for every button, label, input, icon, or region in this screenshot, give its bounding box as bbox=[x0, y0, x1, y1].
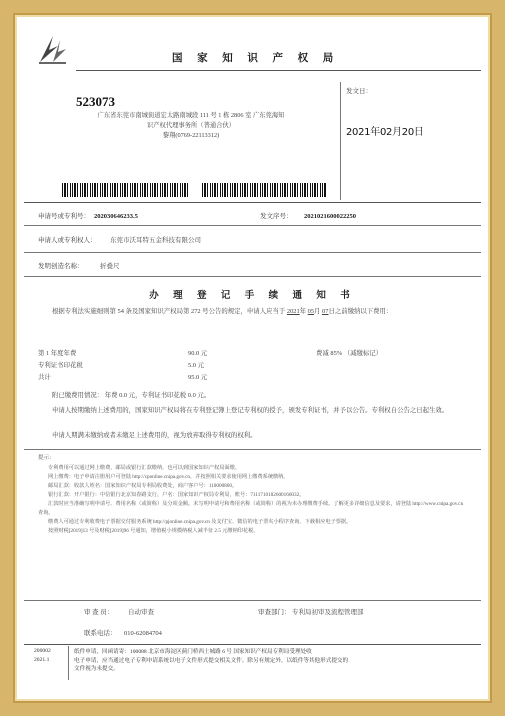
department-label: 审查部门： bbox=[258, 609, 291, 616]
recipient-address bbox=[60, 111, 322, 140]
hint-item: 邮局汇款：收款人姓名：国家知识产权局专利局收费处，商户客户号：110000860。 bbox=[48, 482, 238, 489]
info-divider bbox=[24, 225, 481, 226]
barcode-right bbox=[202, 183, 326, 197]
notice-document bbox=[24, 22, 481, 694]
footer-divider bbox=[24, 644, 481, 645]
deadline-year: 2021 bbox=[286, 308, 300, 315]
send-date-label: 发文日： bbox=[346, 88, 372, 95]
deadline-month: 05 bbox=[307, 308, 315, 315]
address-line-2: 识产权代理事务所（普通合伙） bbox=[146, 121, 236, 129]
serial-no-label: 发文序号： bbox=[260, 213, 293, 220]
applicant-label: 申请人或专利权人： bbox=[38, 237, 97, 244]
form-version: 2021.1 bbox=[34, 657, 50, 663]
department-value: 专利局初审及流程管理部 bbox=[292, 609, 364, 616]
send-date-value: 2021年02月20日 bbox=[346, 127, 424, 138]
cnipa-logo-icon bbox=[36, 32, 70, 66]
phone-value: 010-62084704 bbox=[124, 630, 162, 637]
hint-item: 按照财税[2019]13 号及财税[2019]96 号通知，增值税小规模纳税人减半征 2.5 元缴纳印花税。 bbox=[48, 528, 259, 535]
p1-text: 根据专利法实施细则第 54 条及国家知识产权局第 272 号公告的规定，申请人应当于 bbox=[52, 308, 286, 315]
date-column-divider bbox=[340, 82, 341, 200]
fee-amount: 5.0 元 bbox=[188, 362, 204, 369]
hint-item: 网上缴费：电子申请注册用户可登陆 http://cponline.cnipa.gov.cn，并按照相关要求使用网上缴费系统缴纳。 bbox=[48, 473, 289, 480]
footer-line-1: 纸件申请，回函请寄：100088 北京市海淀区蓟门桥西土城路 6 号 国家知识产权局专利局受理处收 bbox=[74, 649, 312, 655]
hints-divider bbox=[24, 449, 481, 450]
application-no-value: 202030646233.5 bbox=[94, 213, 138, 220]
invention-title-value: 折叠尺 bbox=[100, 263, 120, 270]
fee-amount: 90.0 元 bbox=[188, 350, 208, 357]
info-divider bbox=[24, 276, 481, 277]
footer-notice bbox=[74, 648, 474, 674]
info-divider-top bbox=[24, 202, 481, 203]
notice-paragraph-1 bbox=[38, 307, 468, 318]
phone-label: 联系电话： bbox=[84, 630, 117, 637]
application-no-label: 申请号或专利号： bbox=[38, 213, 90, 220]
footer-vertical-divider bbox=[68, 646, 69, 680]
info-divider bbox=[24, 252, 481, 253]
notice-paragraph-2: 申请人按期缴纳上述费用的，国家知识产权局将在专利登记簿上登记专利权的授予，颁发专利证书，并予以公告。专利权自公告之日起生效。 bbox=[52, 407, 449, 414]
address-line-1: 广东省东莞市南城街道宏太路南城段 111 号 1 栋 2806 室 广东莞海知 bbox=[97, 112, 285, 119]
footer-line-3: 文件视为未提交。 bbox=[74, 666, 119, 673]
year-unit: 年 bbox=[299, 308, 307, 315]
hint-item: 缴费人可通过专利收费电子票据交付服务系统 http://pjonline.cnipa.gov.cn 及支付宝、微信的电子票夹小程序查询、下载相应电子票据。 bbox=[48, 519, 352, 526]
examiner-label: 审 查 员： bbox=[84, 609, 114, 616]
deadline-day: 07 bbox=[322, 308, 329, 315]
form-code: 200002 bbox=[34, 648, 51, 654]
notice-title: 办 理 登 记 手 续 通 知 书 bbox=[149, 291, 356, 301]
examiner-value: 自动审查 bbox=[128, 609, 154, 616]
hint-item: 银行汇款：开户银行：中信银行北京知春路支行，户名：国家知识产权局专利局，账号：7111710182600166032。 bbox=[48, 492, 305, 499]
fee-name: 第 1 年度年费 bbox=[38, 350, 77, 357]
applicant-value: 东莞市沃耳特五金科技有限公司 bbox=[110, 237, 201, 244]
agent-contact: 黎翔(0769-22113312) bbox=[162, 131, 220, 139]
invention-title-label: 发明创造名称： bbox=[38, 263, 84, 270]
day-unit: 日 bbox=[328, 308, 335, 315]
notice-paragraph-3: 申请人期满未缴纳或者未缴足上述费用的，视为放弃取得专利权的权利。 bbox=[52, 432, 257, 439]
hints-heading: 提示： bbox=[38, 455, 55, 461]
fee-total-label: 共计 bbox=[38, 374, 51, 381]
examiner-divider bbox=[24, 600, 481, 601]
postcode: 523073 bbox=[76, 94, 115, 109]
header-divider bbox=[76, 70, 481, 71]
barcode-left bbox=[62, 183, 188, 197]
org-title: 国 家 知 识 产 权 局 bbox=[172, 53, 340, 64]
footer-line-2: 电子申请，应当通过电子专利申请系统以电子文件形式提交相关文件。除另有规定外，以纸件等其他形式提交的 bbox=[74, 657, 349, 664]
hint-item: 汇款时应当准确写明申请号、费用名称（或简称）及分项金额。未写明申请号和费用名称（或简称）的视为未办理缴费手续。了解更多详细信息及要求，请登陆 http://www.cnipa.gov.cn 查询。 bbox=[38, 501, 464, 517]
month-unit: 月 bbox=[314, 308, 321, 315]
fee-total-amount: 95.0 元 bbox=[188, 374, 208, 381]
fee-note: 费减 85% （减缴标记） bbox=[316, 350, 383, 357]
p1-text-end: 之前缴纳以下费用： bbox=[334, 308, 393, 315]
hint-item: 专利费用可以通过网上缴费、邮局或银行汇款缴纳，也可以到国家知识产权局面缴。 bbox=[48, 464, 240, 471]
hints-section bbox=[38, 454, 468, 537]
serial-no-value: 2021021600022250 bbox=[304, 213, 356, 220]
fee-name: 专利证书印花税 bbox=[38, 362, 83, 369]
paid-status: 附已缴费用情况： 年费 0.0 元，专利证书印花税 0.0 元。 bbox=[52, 392, 211, 399]
